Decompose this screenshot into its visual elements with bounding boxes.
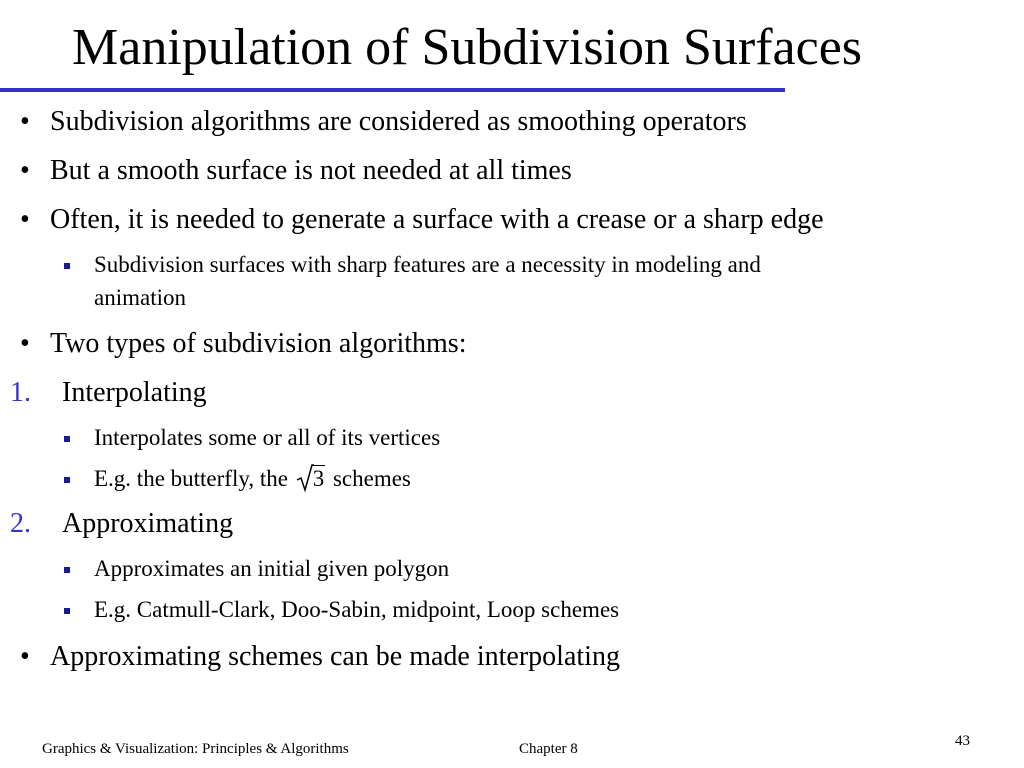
bullet-3-text: Often, it is needed to generate a surface with a crease or a sharp edge — [50, 204, 824, 235]
square-bullet-icon — [64, 263, 70, 269]
numbered-2-sub-2: E.g. Catmull-Clark, Doo-Sabin, midpoint, Loop schemes — [94, 597, 620, 622]
slide-title: Manipulation of Subdivision Surfaces — [72, 19, 863, 76]
bullet-dot-icon: • — [20, 328, 30, 359]
bullet-5-text: Approximating schemes can be made interpolating — [50, 641, 620, 672]
page-number: 43 — [955, 733, 970, 749]
bullet-dot-icon: • — [20, 204, 30, 235]
number-marker-2: 2. — [10, 508, 31, 539]
radicand: 3 — [312, 466, 325, 491]
numbered-1-sub-2 — [94, 467, 411, 490]
bullet-4-text: Two types of subdivision algorithms: — [50, 328, 467, 359]
radical-sign-icon — [296, 463, 314, 493]
numbered-2-text: Approximating — [62, 508, 234, 539]
square-bullet-icon — [64, 608, 70, 614]
footer-chapter: Chapter 8 — [519, 741, 578, 757]
numbered-1-sub-1: Interpolates some or all of its vertices — [94, 425, 441, 450]
bullet-dot-icon: • — [20, 106, 30, 137]
title-underline — [0, 88, 785, 92]
number-marker-1: 1. — [10, 377, 31, 408]
bullet-dot-icon: • — [20, 155, 30, 186]
bullet-2-text: But a smooth surface is not needed at all times — [50, 155, 572, 186]
square-root-expression — [296, 467, 326, 490]
square-bullet-icon — [64, 477, 70, 483]
numbered-2-sub-1: Approximates an initial given polygon — [94, 556, 450, 581]
numbered-1-text: Interpolating — [62, 377, 207, 408]
numbered-1-sub-2-before: E.g. the butterfly, the — [94, 466, 288, 491]
bullet-1-text: Subdivision algorithms are considered as smoothing operators — [50, 106, 747, 137]
bullet-3-sub-1-line-1: Subdivision surfaces with sharp features are a necessity in modeling and — [94, 252, 761, 277]
bullet-dot-icon: • — [20, 641, 30, 672]
square-bullet-icon — [64, 436, 70, 442]
square-bullet-icon — [64, 567, 70, 573]
bullet-3-sub-1-line-2: animation — [94, 285, 186, 310]
footer-left: Graphics & Visualization: Principles & Algorithms — [42, 741, 349, 757]
numbered-1-sub-2-after: schemes — [332, 466, 411, 491]
